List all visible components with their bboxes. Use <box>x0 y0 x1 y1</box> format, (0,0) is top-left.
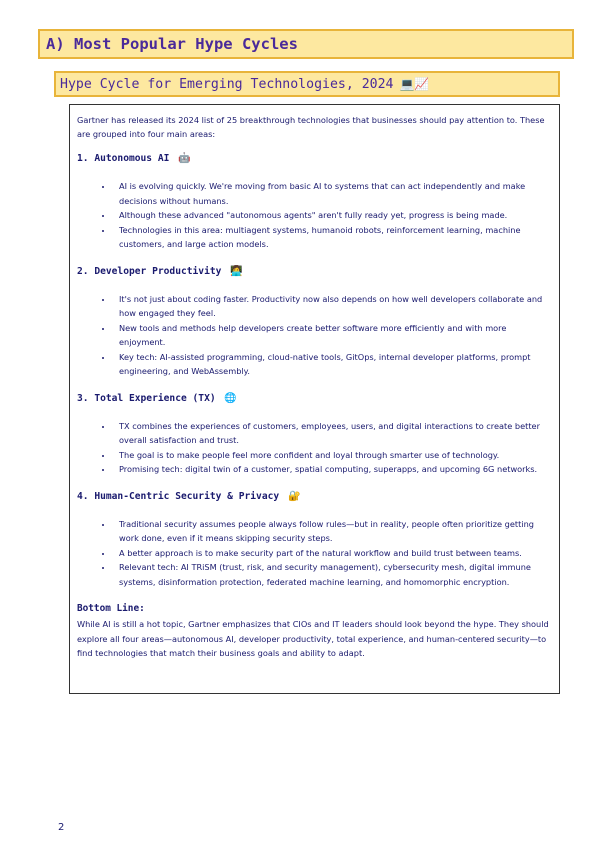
list-item: • AI is evolving quickly. We're moving from basic AI to systems that can act independently and make decisions without humans. <box>113 179 553 208</box>
robot-icon: 🤖 <box>178 153 191 164</box>
lock-key-icon: 🔐 <box>287 490 301 502</box>
bottom-line-text: While AI is still a hot topic, Gartner emphasizes that CIOs and IT leaders should look beyond the hype. They should explore all four areas—autonomous AI, developer productivity, total experience, and human-centered security—to find technologies that match their business goals and ability to adapt. <box>77 619 549 658</box>
section-total-experience <box>77 391 553 477</box>
intro-paragraph: Gartner has released its 2024 list of 25 breakthrough technologies that businesses should pay attention to. These are grouped into four main areas: <box>77 115 545 139</box>
section-title <box>77 391 553 407</box>
list-item: • A better approach is to make security part of the natural workflow and build trust between teams. <box>113 546 553 561</box>
list-item: • Traditional security assumes people always follow rules—but in reality, people often prioritize getting work done, even if it means skipping security steps. <box>113 517 553 546</box>
list-item: • Promising tech: digital twin of a customer, spatial computing, superapps, and upcoming 6G networks. <box>113 462 553 477</box>
list-item: • Relevant tech: AI TRiSM (trust, risk, and security management), cybersecurity mesh, digital immune systems, disinformation protection, federated machine learning, and homomorphic encryption. <box>113 560 553 589</box>
list-item: • New tools and methods help developers create better software more efficiently and with more enjoyment. <box>113 321 553 350</box>
developer-icon: 👩‍💻 <box>230 265 243 277</box>
bullet-list <box>77 517 553 590</box>
subsection-heading <box>54 71 560 97</box>
bullet-list <box>77 292 553 379</box>
section-security-privacy <box>77 489 553 590</box>
section-title-text: 2. Developer Productivity <box>77 265 222 277</box>
section-developer-productivity <box>77 264 553 379</box>
list-item: • Although these advanced "autonomous agents" aren't fully ready yet, progress is being made. <box>113 208 553 223</box>
section-title <box>77 264 553 280</box>
content-box <box>69 104 560 694</box>
section-title-text: 3. Total Experience (TX) <box>77 392 216 404</box>
page-number: 2 <box>58 822 65 833</box>
list-item: • TX combines the experiences of customers, employees, users, and digital interactions to create better overall satisfaction and trust. <box>113 419 553 448</box>
list-item: • Technologies in this area: multiagent systems, humanoid robots, reinforcement learning, machine customers, and large action models. <box>113 223 553 252</box>
laptop-chart-icon: 💻📈 <box>399 77 430 91</box>
section-heading-text: A) Most Popular Hype Cycles <box>46 35 298 53</box>
section-autonomous-ai <box>77 151 553 252</box>
list-item: • The goal is to make people feel more confident and loyal through smarter use of technology. <box>113 448 553 463</box>
section-title-text: 1. Autonomous AI <box>77 153 170 164</box>
section-title <box>77 489 553 505</box>
bullet-list <box>77 179 553 252</box>
globe-icon: 🌐 <box>224 392 237 404</box>
bullet-list <box>77 419 553 477</box>
bottom-line-title: Bottom Line: <box>77 603 145 614</box>
subsection-heading-text: Hype Cycle for Emerging Technologies, 2024 <box>60 76 394 92</box>
list-item: • It's not just about coding faster. Productivity now also depends on how well developers collaborate and how engaged they feel. <box>113 292 553 321</box>
section-title-text: 4. Human-Centric Security & Privacy <box>77 490 280 502</box>
section-title <box>77 151 553 167</box>
section-heading <box>38 29 574 59</box>
list-item: • Key tech: AI-assisted programming, cloud-native tools, GitOps, internal developer platforms, prompt engineering, and WebAssembly. <box>113 350 553 379</box>
